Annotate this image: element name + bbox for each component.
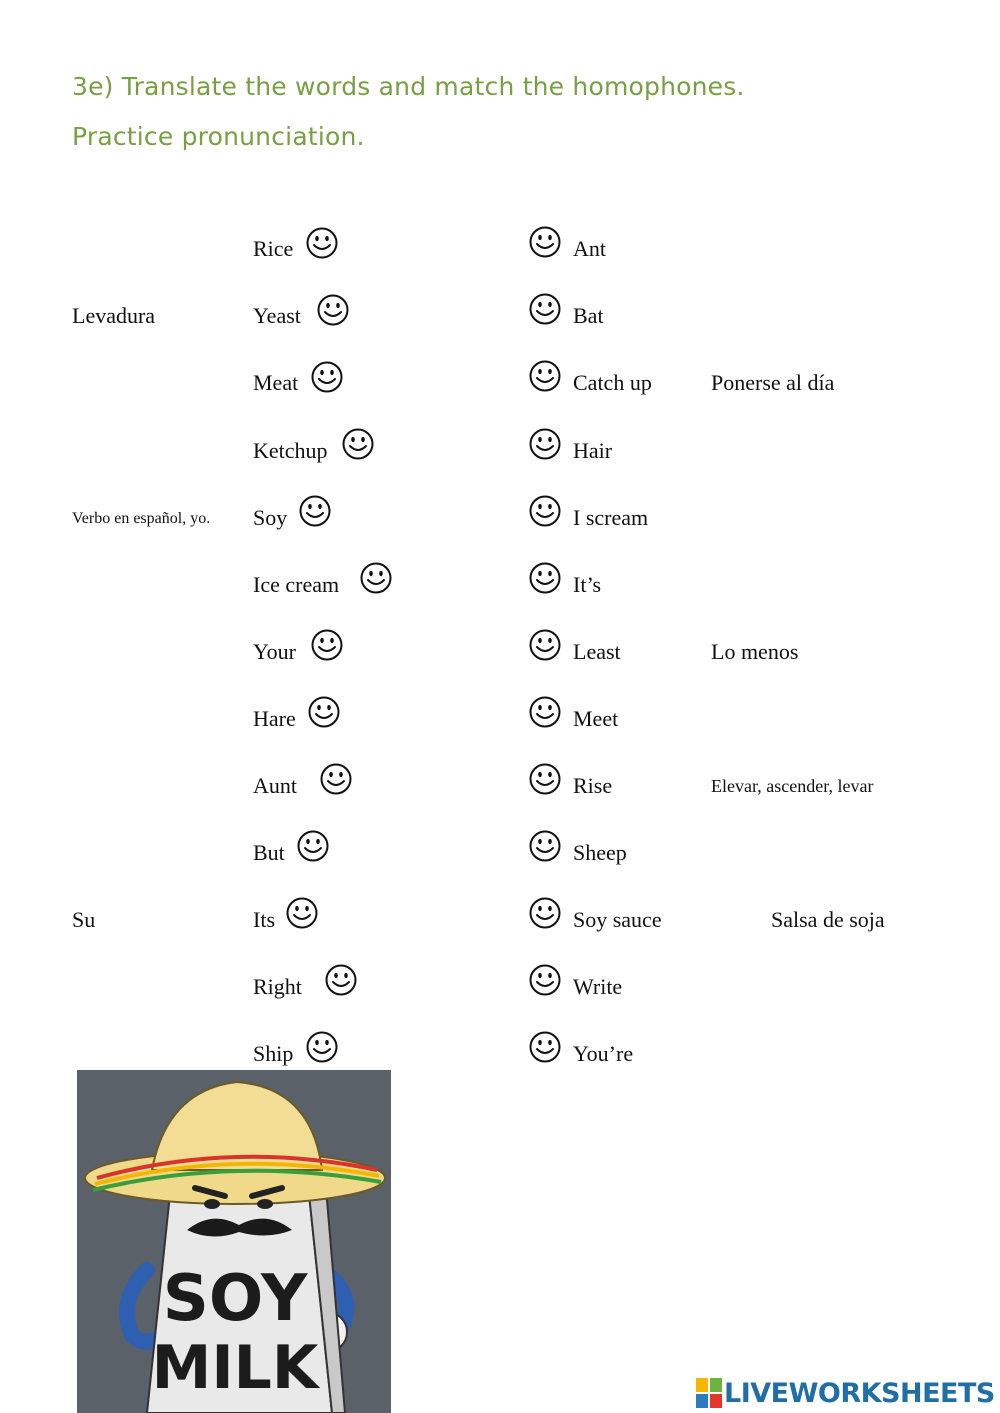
right-word-hair: Hair <box>573 438 613 463</box>
smiley-icon[interactable] <box>528 1030 562 1064</box>
right-word-its: It’s <box>573 572 602 597</box>
smiley-icon[interactable] <box>528 225 562 259</box>
carton-label-soy: SOY <box>162 1262 308 1336</box>
smiley-icon[interactable] <box>528 359 562 393</box>
exercise-instruction: 3e) Translate the words and match the homophones. Practice pronunciation. <box>72 72 745 151</box>
translation-yeast: Levadura <box>72 303 156 328</box>
brand-name: LIVEWORKSHEETS <box>724 1377 995 1409</box>
smiley-icon[interactable] <box>359 561 393 595</box>
liveworksheets-logo <box>696 1376 995 1410</box>
translation-rise: Elevar, ascender, levar <box>711 776 874 796</box>
left-word-right: Right <box>253 974 302 999</box>
smiley-icon[interactable] <box>528 561 562 595</box>
left-word-yeast: Yeast <box>253 303 301 328</box>
smiley-icon[interactable] <box>310 628 344 662</box>
right-word-bat: Bat <box>573 303 604 328</box>
smiley-icon[interactable] <box>341 427 375 461</box>
smiley-icon[interactable] <box>528 829 562 863</box>
smiley-icon[interactable] <box>528 762 562 796</box>
smiley-icon[interactable] <box>324 963 358 997</box>
translation-soy-sauce: Salsa de soja <box>771 907 885 932</box>
left-word-its: Its <box>253 907 275 932</box>
smiley-icon[interactable] <box>285 896 319 930</box>
right-word-ant: Ant <box>573 236 606 261</box>
smiley-icon[interactable] <box>307 695 341 729</box>
left-word-soy: Soy <box>253 505 288 530</box>
right-word-i-scream: I scream <box>573 505 649 530</box>
liveworksheets-mark-icon <box>696 1378 722 1408</box>
right-word-meet: Meet <box>573 706 619 731</box>
smiley-icon[interactable] <box>305 226 339 260</box>
translation-catch-up: Ponerse al día <box>711 370 835 395</box>
left-word-ketchup: Ketchup <box>253 438 328 463</box>
soy-milk-illustration <box>77 1070 391 1413</box>
smiley-icon[interactable] <box>305 1030 339 1064</box>
left-word-rice: Rice <box>253 236 294 261</box>
left-word-ice-cream: Ice cream <box>253 572 340 597</box>
left-word-ship: Ship <box>253 1041 294 1066</box>
smiley-icon[interactable] <box>528 494 562 528</box>
carton-label-milk: MILK <box>151 1333 319 1403</box>
smiley-icon[interactable] <box>528 963 562 997</box>
right-word-soy-sauce: Soy sauce <box>573 907 662 932</box>
right-word-least: Least <box>573 639 621 664</box>
left-word-hare: Hare <box>253 706 296 731</box>
smiley-icon[interactable] <box>528 695 562 729</box>
left-word-but: But <box>253 840 285 865</box>
smiley-icon[interactable] <box>319 762 353 796</box>
smiley-icon[interactable] <box>528 896 562 930</box>
smiley-icon[interactable] <box>528 628 562 662</box>
smiley-icon[interactable] <box>316 293 350 327</box>
translation-least: Lo menos <box>711 639 799 664</box>
right-word-write: Write <box>573 974 623 999</box>
translation-soy: Verbo en español, yo. <box>72 510 211 527</box>
left-word-aunt: Aunt <box>253 773 297 798</box>
left-word-your: Your <box>253 639 297 664</box>
right-word-catch-up: Catch up <box>573 370 652 395</box>
smiley-icon[interactable] <box>296 829 330 863</box>
smiley-icon[interactable] <box>528 427 562 461</box>
smiley-icon[interactable] <box>528 292 562 326</box>
right-word-rise: Rise <box>573 773 613 798</box>
smiley-icon[interactable] <box>310 360 344 394</box>
right-word-sheep: Sheep <box>573 840 627 865</box>
smiley-icon[interactable] <box>298 494 332 528</box>
translation-its: Su <box>72 907 96 932</box>
left-word-meat: Meat <box>253 370 299 395</box>
right-word-youre: You’re <box>573 1041 634 1066</box>
